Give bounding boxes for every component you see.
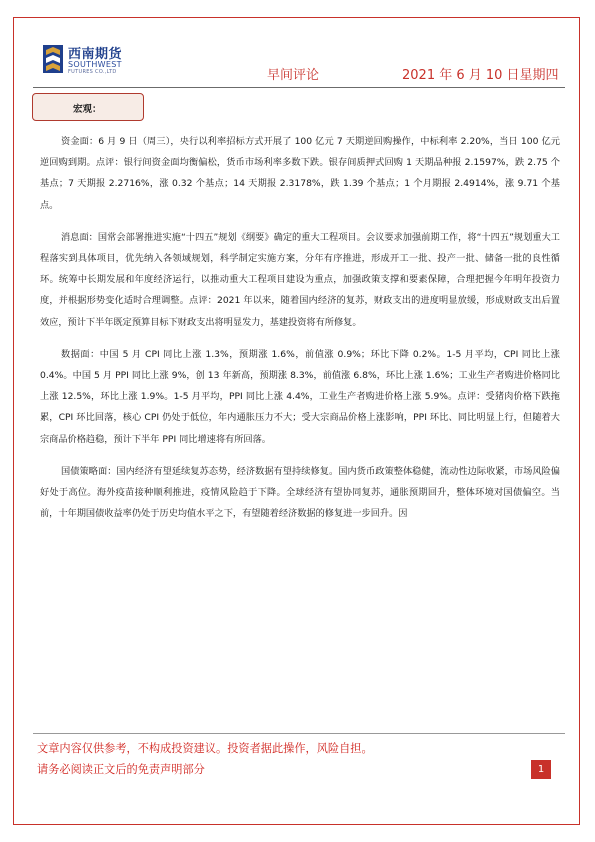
disclaimer-line: 文章内容仅供参考，不构成投资建议。投资者据此操作，风险自担。 (37, 742, 373, 755)
logo-name-cn: 西南期货 (68, 47, 123, 62)
report-date: 2021 年 6 月 10 日星期四 (402, 68, 559, 83)
paragraph-news: 消息面：国常会部署推进实施“十四五”规划《纲要》确定的重大工程项目。会议要求加强前期工作，将“十四五”规划重大工程落实到具体项目，优先纳入各领域规划，科学制定实施方案，分年有序推进，形成开工一批、投产一批、储备一批的良性循环。统筹中长期发展和年度经济运行，以推动重大工程项目建设为重点，加强政策支撑和要素保障，合理把握今年明年投资力度，并根据形势变化适时合理调整。点评：2021 年以来，随着国内经济的复苏，财政支出的进度明显放缓，形成财政支出后置效应，预计下半年既定预算目标下财政支出将明显发力，基建投资将有所修复。 (40, 231, 560, 328)
section-label-macro: 宏观： (32, 93, 144, 121)
logo-name-en-sub: FUTURES CO.,LTD (68, 69, 117, 75)
page-number-badge: 1 (531, 760, 551, 779)
article-body (40, 131, 560, 535)
paragraph-data: 数据面：中国 5 月 CPI 同比上涨 1.3%，预期涨 1.6%，前值涨 0.9%；环比下降 0.2%。1-5 月平均，CPI 同比上涨 0.4%。中国 5 月 PPI 同比上涨 9%，创 13 年新高，预期涨 8.3%，前值涨 6.8%，环比上涨 1.6%；工业生产者购进价格同比上涨 12.5%，环比上涨 1.9%。1-5 月平均，PPI 同比上涨 4.4%，工业生产者购进价格上涨 5.9%。点评：受猪肉价格下跌拖累，CPI 环比回落，核心 CPI 仍处于低位，年内通胀压力不大；受大宗商品价格上涨影响，PPI 环比、同比明显上行，但随着大宗商品价格趋稳，预计下半年 PPI 同比增速将有所回落。 (40, 348, 560, 445)
header-divider (33, 87, 565, 88)
paragraph-funding: 资金面：6 月 9 日（周三），央行以利率招标方式开展了 100 亿元 7 天期逆回购操作，中标利率 2.20%，当日 100 亿元逆回购到期。点评：银行间资金面均衡偏松，货币市场利率多数下跌。银存间质押式回购 1 天期品种报 2.1597%，跌 2.75 个基点；7 天期报 2.2716%，涨 0.32 个基点；14 天期报 2.3178%，跌 1.39 个基点；1 个月期报 2.4914%，涨 9.71 个基点。 (40, 136, 560, 211)
footer-divider (33, 733, 565, 734)
disclaimer-notice: 请务必阅读正文后的免责声明部分 (37, 763, 205, 776)
logo-emblem-icon (43, 45, 63, 73)
company-logo (43, 43, 127, 77)
report-title: 早间评论 (267, 68, 320, 83)
paragraph-bond-strategy: 国债策略面：国内经济有望延续复苏态势，经济数据有望持续修复。国内货币政策整体稳健，流动性边际收紧，市场风险偏好处于高位。海外疫苗接种顺利推进，疫情风险趋于下降。全球经济有望协同复苏，通胀预期回升，整体环境对国债偏空。当前，十年期国债收益率仍处于历史均值水平之下，有望随着经济数据的修复进一步回升。因 (40, 465, 560, 520)
logo-name-en: SOUTHWEST (68, 60, 122, 69)
